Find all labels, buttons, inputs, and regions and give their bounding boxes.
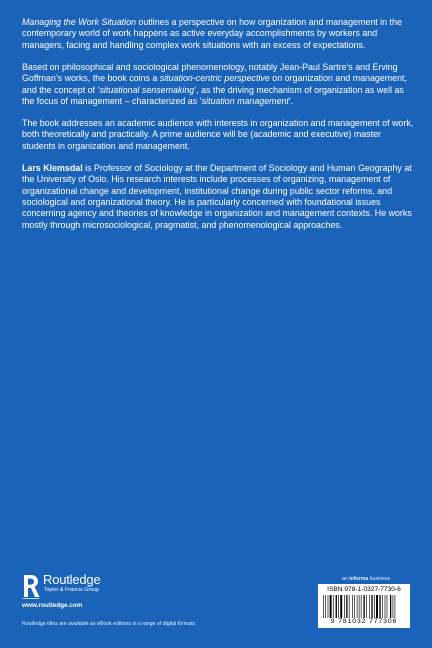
publisher-name: Routledge — [43, 572, 101, 587]
informa-business-line: an informa business — [342, 576, 391, 582]
blurb-paragraph-1: Managing the Work Situation outlines a perspective on how organization and management in the contemporary world of work happens as active everyday accomplishments by workers and managers, facing and handling complex work situations with an excess of expectations. — [22, 17, 402, 50]
author-name: Lars Klemsdal — [22, 162, 83, 173]
barcode-digits: 9 781032 777306 — [330, 618, 398, 625]
blurb-paragraph-2: Based on philosophical and sociological phenomenology, notably Jean-Paul Sartre’s and Erving Goffman’s works, the book coins a situation-centric perspective on organization and management, and the concept of ‘situational sensemaking’, as the driving mechanism of organization as well as the focus of management – characterized as ‘situation management’. — [22, 61, 407, 107]
isbn-barcode — [318, 584, 410, 628]
publisher-block — [22, 573, 182, 613]
ebook-availability-note: Routledge titles are available as eBook editions in a range of digital formats — [22, 621, 196, 627]
blurb-text — [22, 17, 414, 242]
barcode-icon — [322, 595, 406, 618]
book-title: Managing the Work Situation — [22, 17, 136, 27]
routledge-logo-icon — [22, 573, 40, 599]
isbn-number: ISBN 978-1-0327-7730-6 — [327, 586, 401, 593]
publisher-group: Taylor & Francis Group — [44, 587, 100, 593]
author-bio: Lars Klemsdal is Professor of Sociology at the Department of Sociology and Human Geography at the University of Oslo. His research interests include processes of organizing, management of organizational change and development, institutional change during public sector reforms, and sociological and organizational theory. He is particularly concerned with foundational issues concerning agency and theories of knowledge in organization and management contexts. He works mostly through microsociological, pragmatist, and phenomenological approaches. — [22, 162, 412, 230]
informa-brand: informa — [349, 576, 369, 582]
blurb-paragraph-3: The book addresses an academic audience with interests in organization and management of work, both theoretically and practically. A prime audience will be (academic and executive) master students in organization and management. — [22, 118, 414, 151]
publisher-url[interactable]: www.routledge.com — [22, 602, 83, 609]
